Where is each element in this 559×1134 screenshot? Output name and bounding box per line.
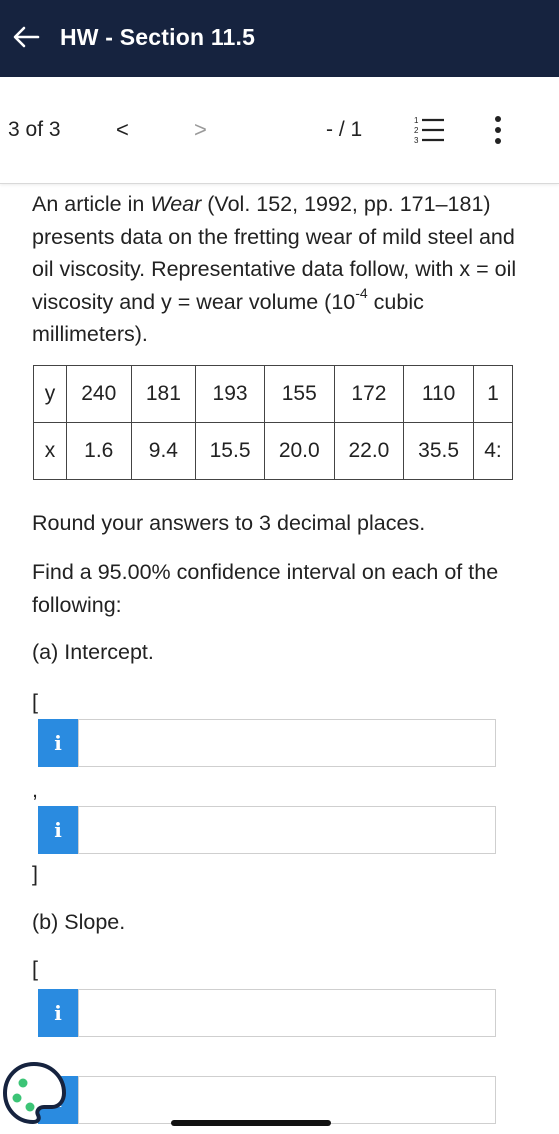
open-bracket: [ [32,690,38,714]
question-score: - / 1 [326,118,363,141]
interval-separator: , [32,778,38,802]
open-bracket: [ [32,957,38,981]
svg-text:1: 1 [414,116,419,125]
part-a-lower-answer [38,719,496,767]
table-cell: 110 [404,366,474,423]
table-cell: 35.5 [404,423,474,480]
table-cell: 193 [196,366,265,423]
assignment-title: HW - Section 11.5 [60,24,256,50]
info-button[interactable]: i [38,806,78,854]
rounding-instruction: Round your answers to 3 decimal places. [32,511,426,535]
row-label: x [34,423,67,480]
slope-upper-input[interactable] [78,1076,496,1124]
row-label: y [34,366,67,423]
intercept-lower-input[interactable] [78,719,496,767]
question-counter: 3 of 3 [8,118,61,141]
table-cell: 4: [473,423,512,480]
app-header [0,0,559,77]
table-cell: 9.4 [131,423,196,480]
table-cell: 1.6 [66,423,131,480]
slope-lower-input[interactable] [78,989,496,1037]
question-prompt: Find a 95.00% confidence interval on each of the following: [32,560,499,617]
table-row [34,366,513,423]
part-b-label: (b) Slope. [32,910,126,934]
intercept-upper-input[interactable] [78,806,496,854]
svg-text:2: 2 [414,126,419,135]
table-cell: 22.0 [334,423,404,480]
close-bracket: ] [32,862,38,886]
table-cell: 181 [131,366,196,423]
journal-name: Wear [150,192,202,216]
table-cell: 15.5 [196,423,265,480]
part-b-upper-answer [38,1076,496,1124]
table-cell: 1 [473,366,512,423]
vertical-ellipsis-icon[interactable] [488,113,508,147]
palette-icon[interactable] [0,1058,68,1128]
table-cell: 20.0 [264,423,334,480]
problem-statement: An article in Wear (Vol. 152, 1992, pp. 171–181) presents data on the fretting wear of mild steel and oil viscosity. Representative data follow, with x = oil viscosity and y = wear volume ($10^{-4}$ cubic millimeters). [32,192,517,346]
table-cell: 172 [334,366,404,423]
data-table [33,365,513,480]
part-a-label: (a) Intercept. [32,640,154,664]
question-nav-bar [0,77,559,184]
numbered-list-icon[interactable] [412,113,446,147]
back-arrow-icon[interactable] [10,22,42,52]
table-row [34,423,513,480]
info-button[interactable]: i [38,719,78,767]
table-cell: 240 [66,366,131,423]
exponent: -4 [355,285,368,302]
next-question-button[interactable]: > [194,117,207,142]
table-cell: 155 [264,366,334,423]
problem-statement-container [32,188,532,351]
data-table-scroll[interactable] [33,365,513,481]
previous-question-button[interactable]: < [116,117,129,142]
info-button[interactable]: i [38,989,78,1037]
home-indicator [171,1120,331,1126]
svg-text:3: 3 [414,136,419,145]
part-b-lower-answer [38,989,496,1037]
part-a-upper-answer [38,806,496,854]
